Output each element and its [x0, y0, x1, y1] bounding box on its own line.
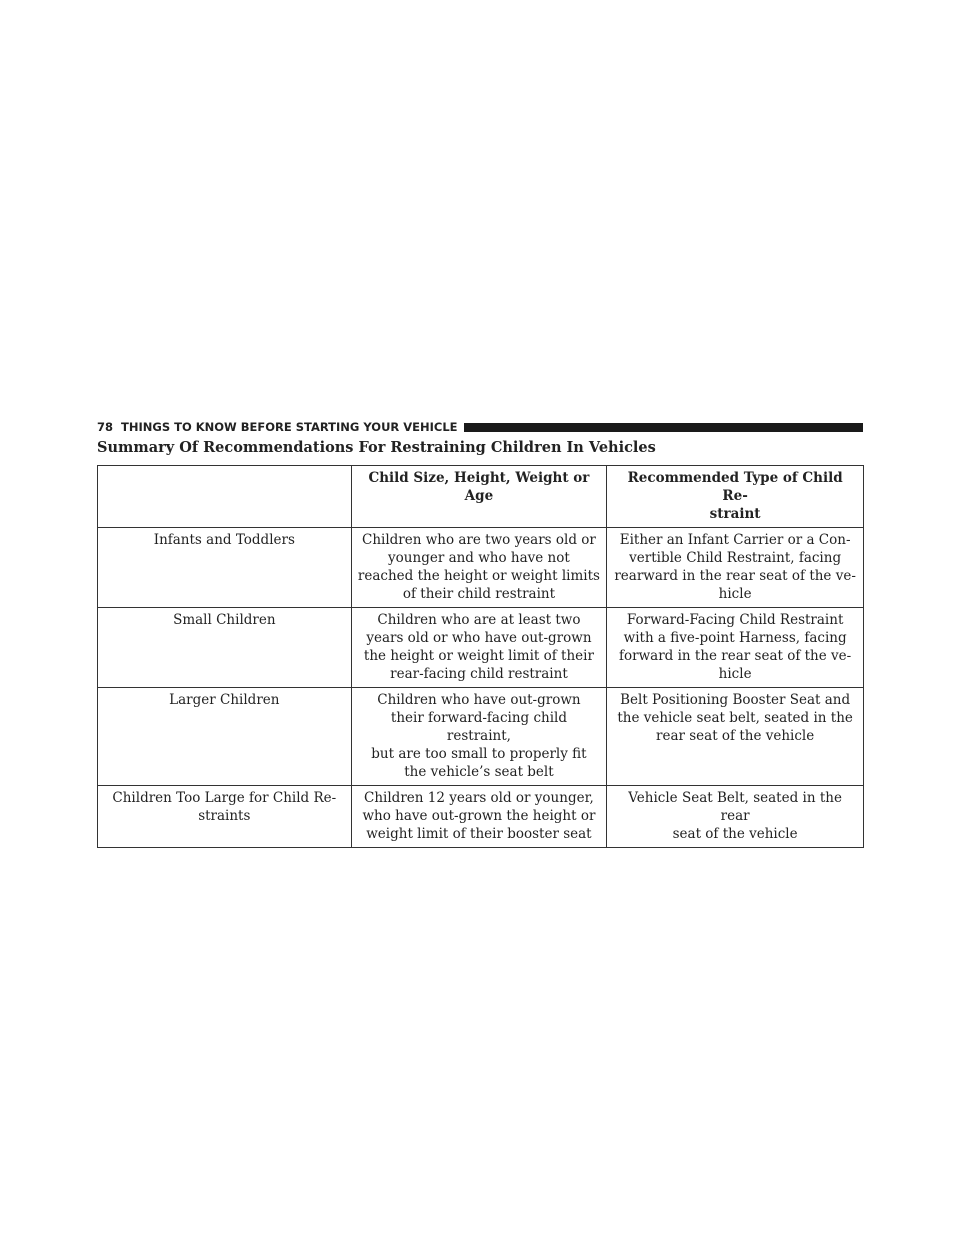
restraint-cell: Vehicle Seat Belt, seated in the rear seat of the vehicle — [607, 786, 864, 848]
page-number: 78 — [97, 420, 114, 434]
table-row — [98, 688, 864, 786]
table-header-row — [98, 466, 864, 528]
table-row — [98, 528, 864, 608]
restraint-cell: Either an Infant Carrier or a Con- vertible Child Restraint, facing rearward in the rear seat of the ve- hicle — [607, 528, 864, 608]
header-cell-restraint: Recommended Type of Child Re- straint — [607, 466, 864, 528]
table-row — [98, 786, 864, 848]
restraint-cell: Belt Positioning Booster Seat and the vehicle seat belt, seated in the rear seat of the vehicle — [607, 688, 864, 786]
category-cell: Small Children — [98, 608, 352, 688]
header-cell-empty — [98, 466, 352, 528]
chapter-title: THINGS TO KNOW BEFORE STARTING YOUR VEHICLE — [121, 420, 458, 434]
size-cell: Children who have out-grown their forward-facing child restraint, but are too small to properly fit the vehicle’s seat belt — [351, 688, 607, 786]
section-title: Summary Of Recommendations For Restraining Children In Vehicles — [97, 439, 656, 456]
restraint-cell: Forward-Facing Child Restraint with a five-point Harness, facing forward in the rear seat of the ve- hicle — [607, 608, 864, 688]
recommendations-table — [97, 465, 864, 848]
size-cell: Children who are two years old or younger and who have not reached the height or weight limits of their child restraint — [351, 528, 607, 608]
category-cell: Infants and Toddlers — [98, 528, 352, 608]
header-cell-size: Child Size, Height, Weight or Age — [351, 466, 607, 528]
header-rule — [464, 423, 863, 432]
size-cell: Children who are at least two years old or who have out-grown the height or weight limit of their rear-facing child restraint — [351, 608, 607, 688]
page-header — [97, 418, 863, 436]
category-cell: Children Too Large for Child Re- straints — [98, 786, 352, 848]
table-row — [98, 608, 864, 688]
size-cell: Children 12 years old or younger, who have out-grown the height or weight limit of their booster seat — [351, 786, 607, 848]
category-cell: Larger Children — [98, 688, 352, 786]
